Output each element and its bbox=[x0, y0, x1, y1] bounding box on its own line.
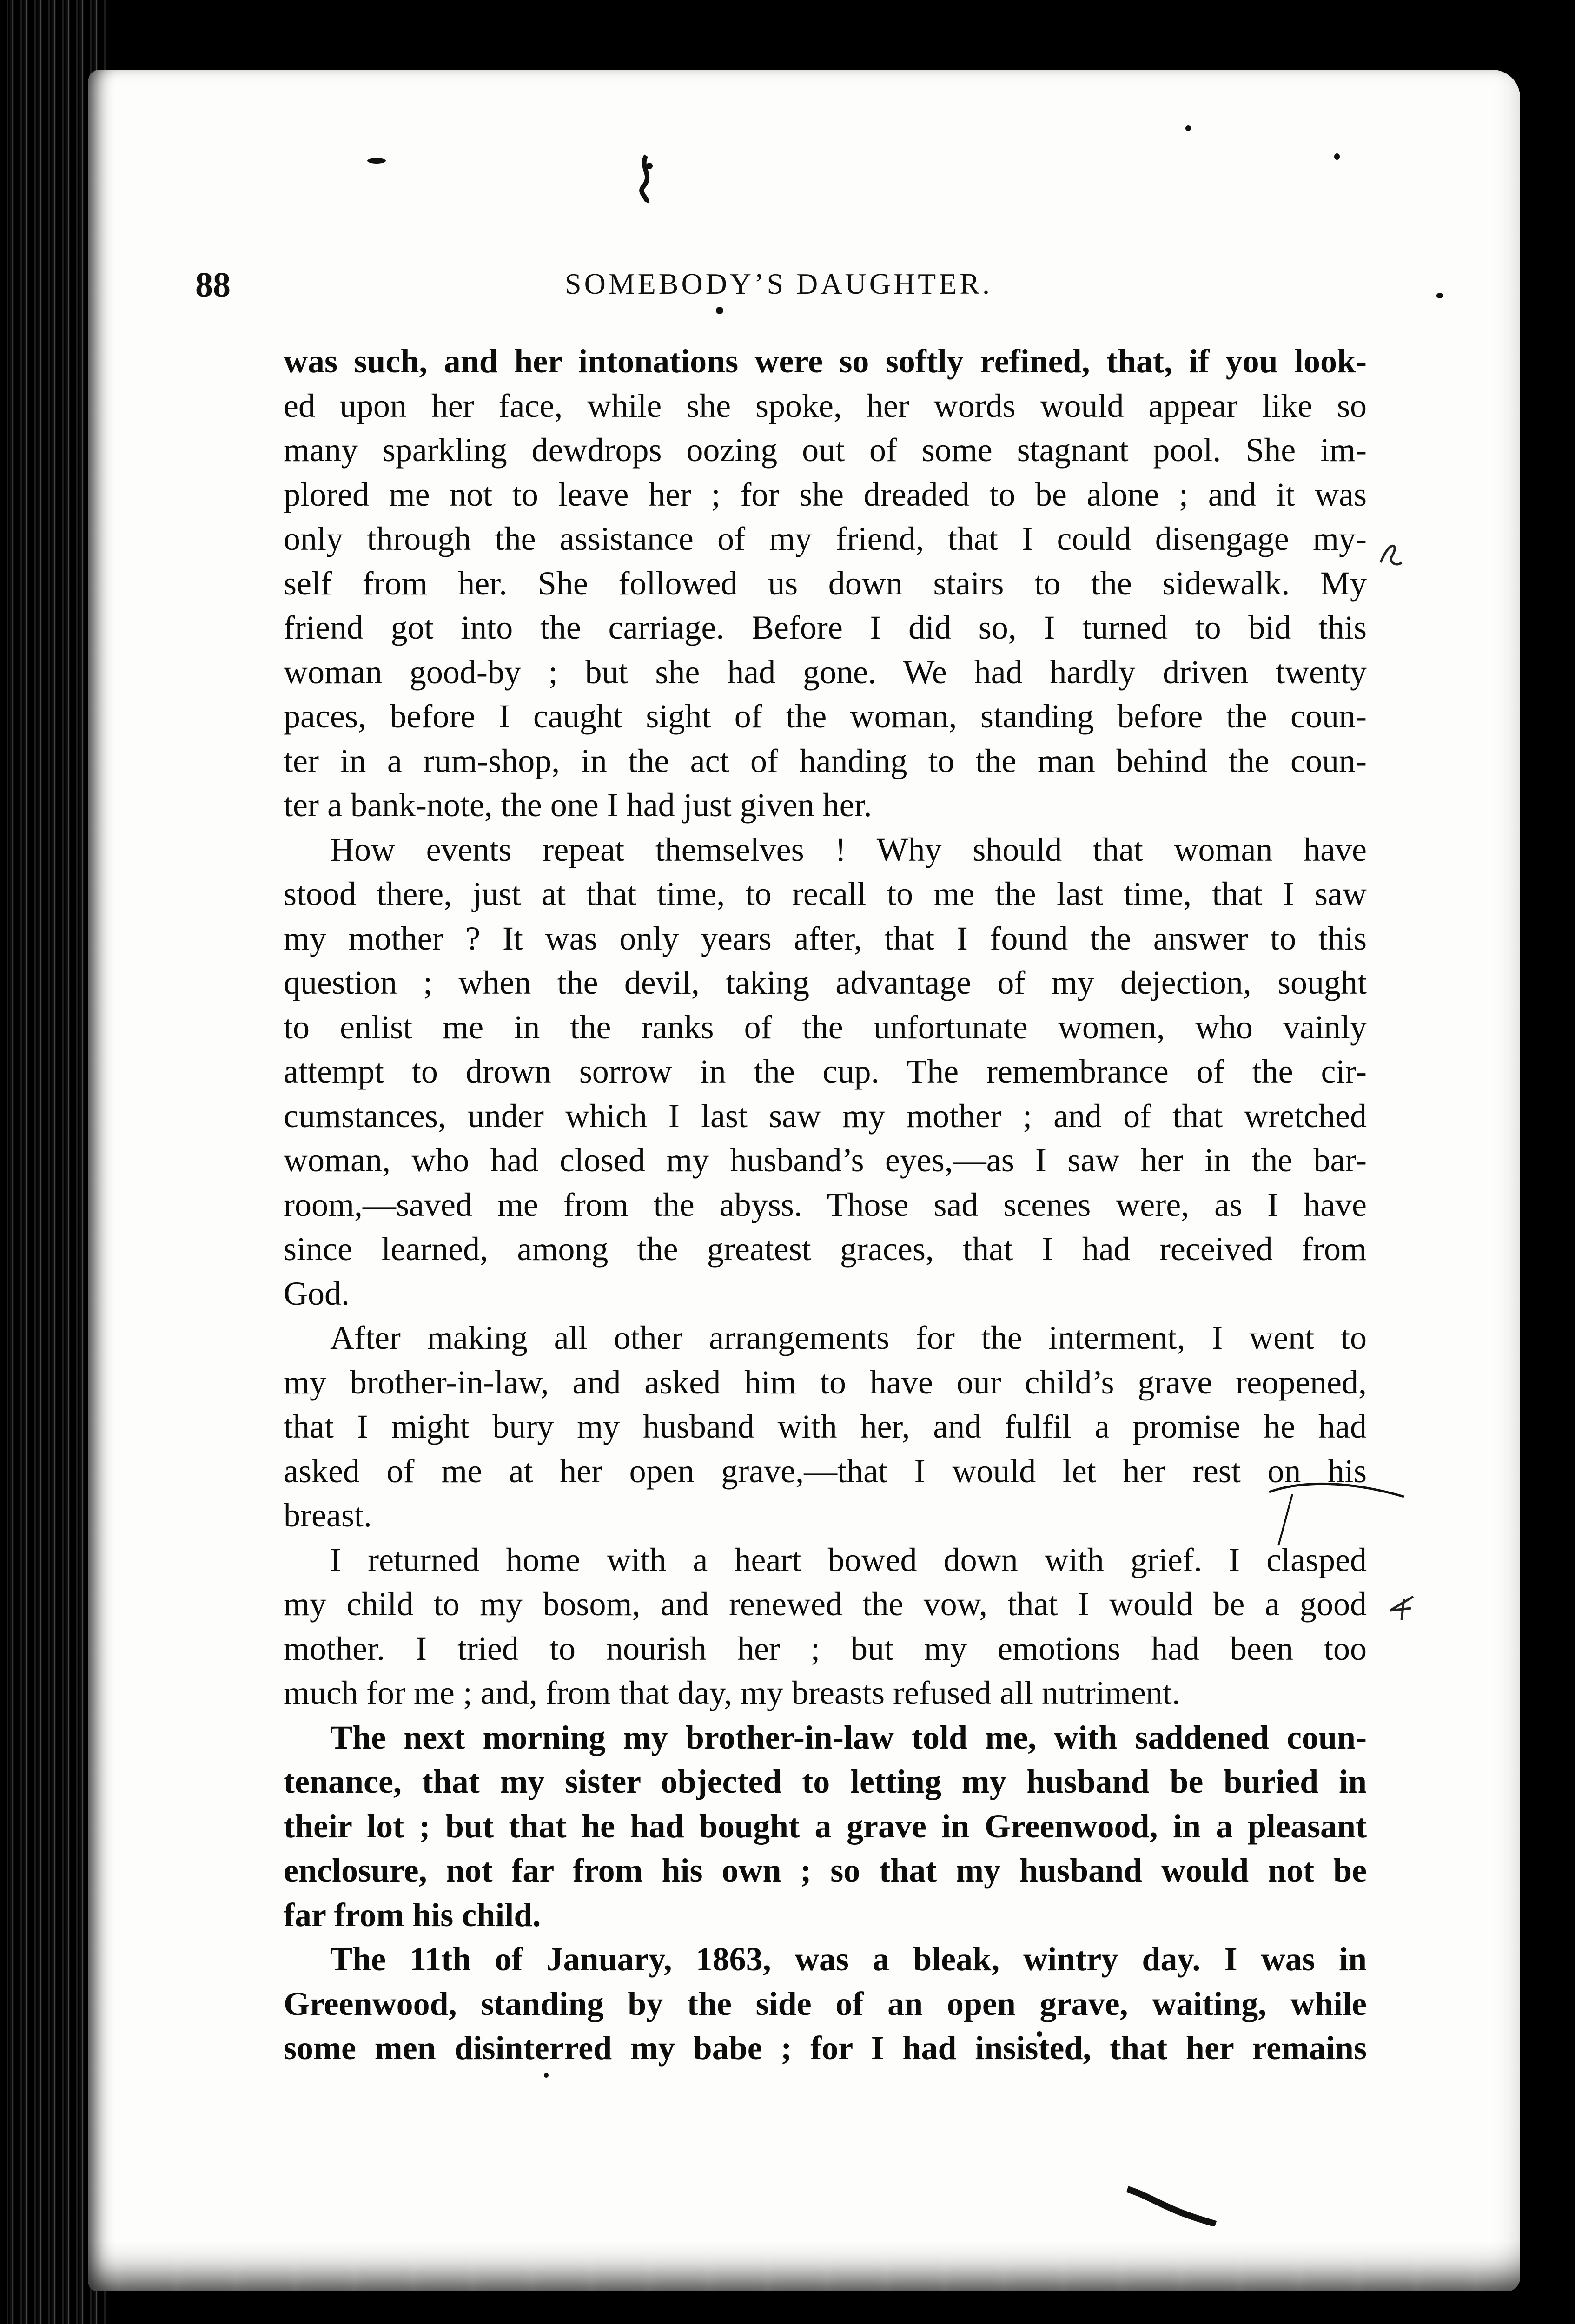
text-line: was such, and her intonations were so softly refined, that, if you look- bbox=[284, 343, 1367, 380]
text-line: since learned, among the greatest graces, that I had received from bbox=[284, 1230, 1367, 1268]
ink-blot-bottom bbox=[1125, 2185, 1218, 2226]
paragraph bbox=[284, 1937, 1367, 2071]
text-line: paces, before I caught sight of the woman, standing before the coun- bbox=[284, 698, 1367, 735]
text-line: woman good-by ; but she had gone. We had hardly driven twenty bbox=[284, 653, 1367, 691]
text-line: friend got into the carriage. Before I did so, I turned to bid this bbox=[284, 609, 1367, 646]
pen-mark-top bbox=[632, 153, 660, 205]
text-line: question ; when the devil, taking advantage of my dejection, sought bbox=[284, 964, 1367, 1001]
text-line: I returned home with a heart bowed down with grief. I clasped bbox=[330, 1541, 1367, 1578]
margin-pen-mark-right bbox=[1376, 535, 1404, 572]
text-line: to enlist me in the ranks of the unfortunate women, who vainly bbox=[284, 1008, 1367, 1046]
text-line: much for me ; and, from that day, my breasts refused all nutriment. bbox=[284, 1674, 1180, 1711]
text-line: woman, who had closed my husband’s eyes,—as I saw her in the bar- bbox=[284, 1142, 1367, 1179]
ink-speck bbox=[367, 158, 386, 164]
text-line: attempt to drown sorrow in the cup. The remembrance of the cir- bbox=[284, 1053, 1367, 1090]
text-line: ter a bank-note, the one I had just given her. bbox=[284, 786, 872, 824]
text-line: self from her. She followed us down stairs to the sidewalk. My bbox=[284, 564, 1367, 602]
text-line: some men disinterred my babe ; for I had insisted, that her remains bbox=[284, 2029, 1367, 2067]
text-line: enclosure, not far from his own ; so that my husband would not be bbox=[284, 1852, 1367, 1889]
underline-pen-mark bbox=[1264, 1478, 1409, 1548]
body-text bbox=[284, 339, 1367, 2071]
text-line: room,—saved me from the abyss. Those sad scenes were, as I have bbox=[284, 1186, 1367, 1223]
ink-speck bbox=[544, 2073, 549, 2078]
text-line: breast. bbox=[284, 1497, 372, 1534]
text-line: God. bbox=[284, 1274, 350, 1312]
margin-pen-mark-right-lower bbox=[1385, 1590, 1418, 1622]
text-line: far from his child. bbox=[284, 1896, 541, 1934]
ink-speck bbox=[1185, 125, 1191, 131]
text-line: Greenwood, standing by the side of an open grave, waiting, while bbox=[284, 1985, 1367, 2022]
text-line: my mother ? It was only years after, that I found the answer to this bbox=[284, 919, 1367, 957]
text-line: many sparkling dewdrops oozing out of some stagnant pool. She im- bbox=[284, 431, 1367, 469]
ink-speck bbox=[1334, 153, 1340, 160]
text-line: ed upon her face, while she spoke, her words would appear like so bbox=[284, 387, 1367, 424]
text-line: stood there, just at that time, to recall to me the last time, that I saw bbox=[284, 875, 1367, 912]
text-line: plored me not to leave her ; for she dreaded to be alone ; and it was bbox=[284, 475, 1367, 513]
text-line: my brother-in-law, and asked him to have our child’s grave reopened, bbox=[284, 1363, 1367, 1401]
page-header bbox=[195, 265, 1362, 307]
text-line: The next morning my brother-in-law told me, with saddened coun- bbox=[330, 1718, 1367, 1756]
text-line: After making all other arrangements for the interment, I went to bbox=[330, 1319, 1367, 1356]
page-number: 88 bbox=[195, 265, 231, 304]
text-line: asked of me at her open grave,—that I would let her rest on his bbox=[284, 1452, 1367, 1490]
running-title: SOMEBODY’S DAUGHTER. bbox=[564, 267, 993, 300]
paragraph bbox=[284, 339, 1367, 828]
text-line: mother. I tried to nourish her ; but my emotions had been too bbox=[284, 1630, 1367, 1667]
paragraph bbox=[284, 828, 1367, 1316]
text-line: my child to my bosom, and renewed the vow, that I would be a good bbox=[284, 1585, 1367, 1623]
text-line: that I might bury my husband with her, and fulfil a promise he had bbox=[284, 1408, 1367, 1445]
text-line: How events repeat themselves ! Why should that woman have bbox=[330, 831, 1367, 868]
text-line: tenance, that my sister objected to letting my husband be buried in bbox=[284, 1763, 1367, 1800]
text-line: The 11th of January, 1863, was a bleak, wintry day. I was in bbox=[330, 1941, 1367, 1978]
text-line: ter in a rum-shop, in the act of handing to the man behind the coun- bbox=[284, 742, 1367, 779]
paragraph bbox=[284, 1538, 1367, 1716]
text-line: their lot ; but that he had bought a grave in Greenwood, in a pleasant bbox=[284, 1807, 1367, 1845]
paragraph bbox=[284, 1716, 1367, 1938]
paragraph bbox=[284, 1316, 1367, 1538]
ink-speck bbox=[716, 307, 723, 314]
ink-speck bbox=[1436, 293, 1443, 298]
text-line: only through the assistance of my friend, that I could disengage my- bbox=[284, 520, 1367, 557]
text-line: cumstances, under which I last saw my mother ; and of that wretched bbox=[284, 1097, 1367, 1135]
